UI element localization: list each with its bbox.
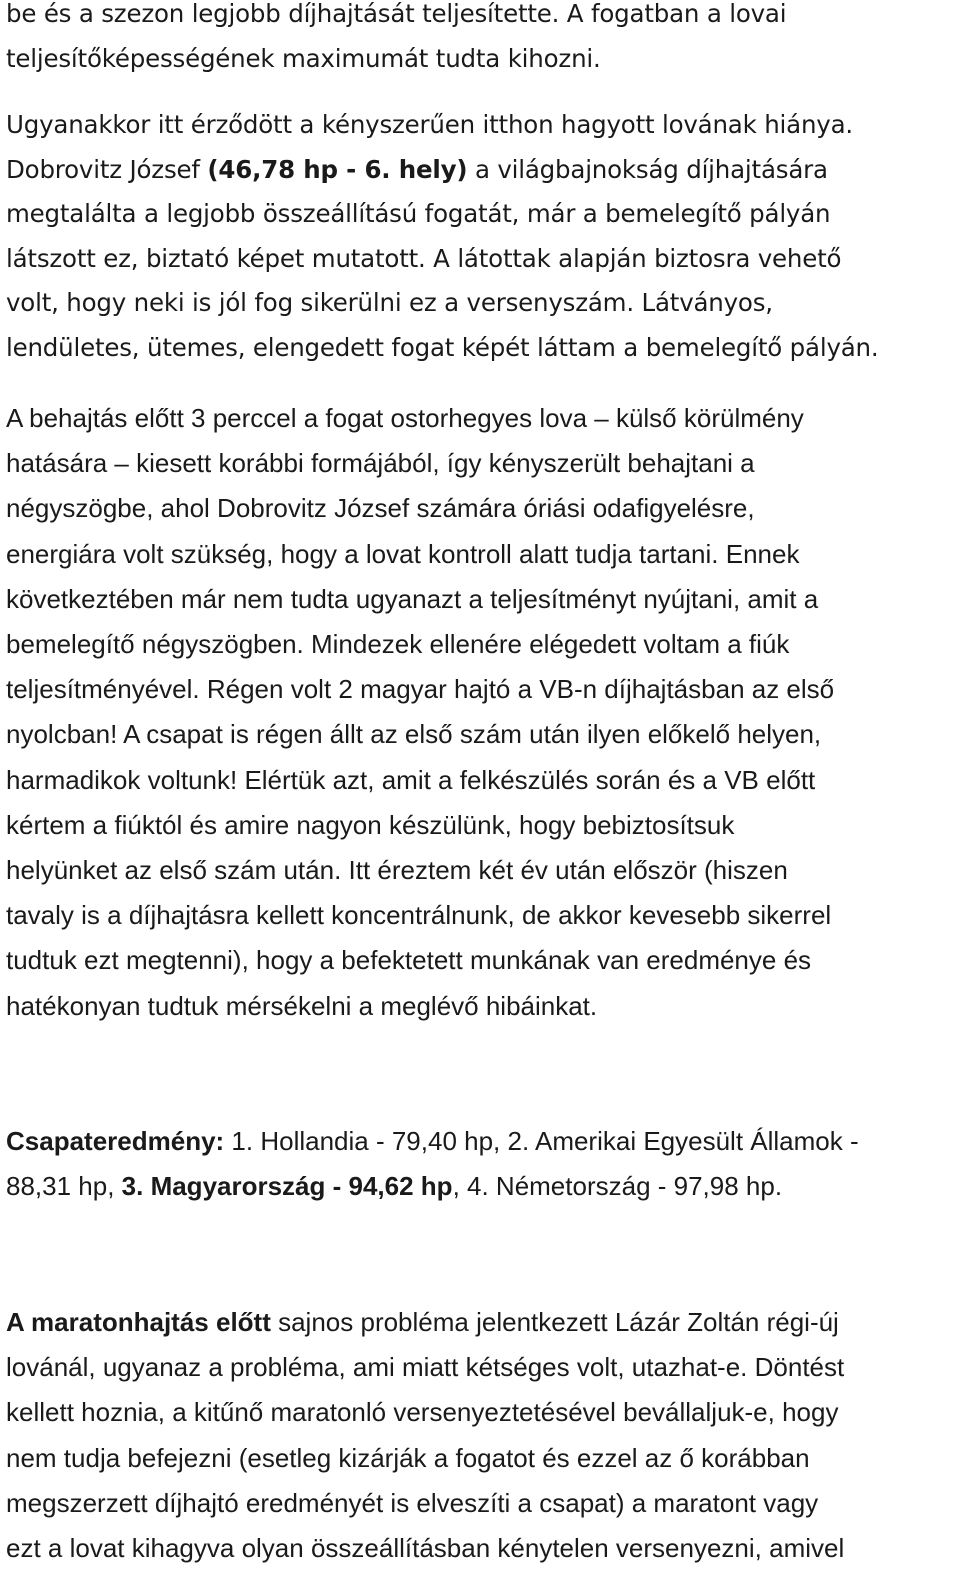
text-line: energiára volt szükség, hogy a lovat kontroll alatt tudja tartani. Ennek bbox=[6, 538, 800, 569]
text-line bbox=[6, 148, 878, 193]
hungary-result: 3. Magyarország - 94,62 hp bbox=[121, 1171, 453, 1202]
text-line: kértem a fiúktól és amire nagyon készülünk, hogy bebiztosítsuk bbox=[6, 809, 735, 840]
text-line: hatékonyan tudtuk mérsékelni a meglévő hibáinkat. bbox=[6, 990, 598, 1021]
text-line: harmadikok voltunk! Elértük azt, amit a felkészülés során és a VB előtt bbox=[6, 764, 816, 795]
text-run: Dobrovitz József bbox=[6, 154, 208, 184]
paragraph-dobrovitz bbox=[6, 103, 878, 370]
text-line: A behajtás előtt 3 perccel a fogat ostorhegyes lova – külső körülmény bbox=[6, 403, 804, 433]
text-line: teljesítőképességének maximumát tudta kihozni. bbox=[6, 43, 601, 73]
text-line: nem tudja befejezni (esetleg kizárják a fogatot és ezzel az ő korábban bbox=[6, 1442, 810, 1473]
text-line: látszott ez, biztató képet mutatott. A látottak alapján biztosra vehető bbox=[6, 243, 842, 273]
text-line: tavaly is a díjhajtásra kellett koncentrálnunk, de akkor kevesebb sikerrel bbox=[6, 900, 832, 931]
text-line bbox=[6, 1119, 859, 1164]
bold-result: (46,78 hp - 6. hely) bbox=[207, 154, 468, 184]
paragraph-dressage-intro bbox=[6, 0, 786, 81]
text-line: tudtuk ezt megtenni), hogy a befektetett munkának van eredménye és bbox=[6, 945, 812, 976]
text-line: be és a szezon legjobb díjhajtását teljesítette. A fogatban a lovai bbox=[6, 0, 787, 28]
text-line: hatására – kiesett korábbi formájából, így kényszerült behajtani a bbox=[6, 448, 755, 479]
text-line: nyolcban! A csapat is régen állt az első szám után ilyen előkelő helyen, bbox=[6, 719, 822, 750]
team-result-label: Csapateredmény: bbox=[6, 1126, 225, 1156]
text-run: 1. Hollandia - 79,40 hp, 2. Amerikai Egyesült Államok - bbox=[224, 1126, 859, 1156]
text-line: négyszögbe, ahol Dobrovitz József számára óriási odafigyelésre, bbox=[6, 493, 755, 524]
text-line: következtében már nem tudta ugyanazt a teljesítményt nyújtani, amit a bbox=[6, 583, 819, 614]
text-line: teljesítményével. Régen volt 2 magyar hajtó a VB-n díjhajtásban az első bbox=[6, 674, 835, 705]
text-line: lendületes, ütemes, elengedett fogat képét láttam a bemelegítő pályán. bbox=[6, 332, 879, 362]
text-line: ezt a lovat kihagyva olyan összeállításban kénytelen versenyezni, amivel bbox=[6, 1533, 845, 1564]
paragraph-team-result bbox=[6, 1119, 859, 1209]
marathon-label: A maratonhajtás előtt bbox=[6, 1307, 271, 1337]
text-line: bemelegítő négyszögben. Mindezek ellenére elégedett voltam a fiúk bbox=[6, 629, 790, 660]
text-line: kellett hoznia, a kitűnő maratonló versenyeztetésével bevállaljuk-e, hogy bbox=[6, 1397, 839, 1428]
text-line: megtalálta a legjobb összeállítású fogatát, már a bemelegítő pályán bbox=[6, 199, 831, 228]
paragraph-warmup-issue bbox=[6, 396, 834, 1029]
text-run: sajnos probléma jelentkezett Lázár Zoltán régi-új bbox=[270, 1307, 839, 1337]
text-line bbox=[6, 1164, 859, 1209]
text-line: Ugyanakkor itt érződött a kényszerűen itthon hagyott lovának hiánya. bbox=[6, 110, 853, 139]
text-line: megszerzett díjhajtó eredményét is elveszíti a csapat) a maratont vagy bbox=[6, 1487, 819, 1518]
text-line bbox=[6, 1300, 844, 1345]
text-run: a világbajnokság díjhajtására bbox=[467, 154, 828, 184]
text-line: volt, hogy neki is jól fog sikerülni ez a versenyszám. Látványos, bbox=[6, 288, 773, 317]
paragraph-marathon bbox=[6, 1300, 844, 1571]
text-line: helyünket az első szám után. Itt éreztem két év után először (hiszen bbox=[6, 855, 788, 886]
text-line: lovánál, ugyanaz a probléma, ami miatt kétséges volt, utazhat-e. Döntést bbox=[6, 1352, 845, 1383]
text-run: , 4. Németország - 97,98 hp. bbox=[452, 1171, 783, 1202]
text-run: 88,31 hp, bbox=[6, 1171, 122, 1202]
